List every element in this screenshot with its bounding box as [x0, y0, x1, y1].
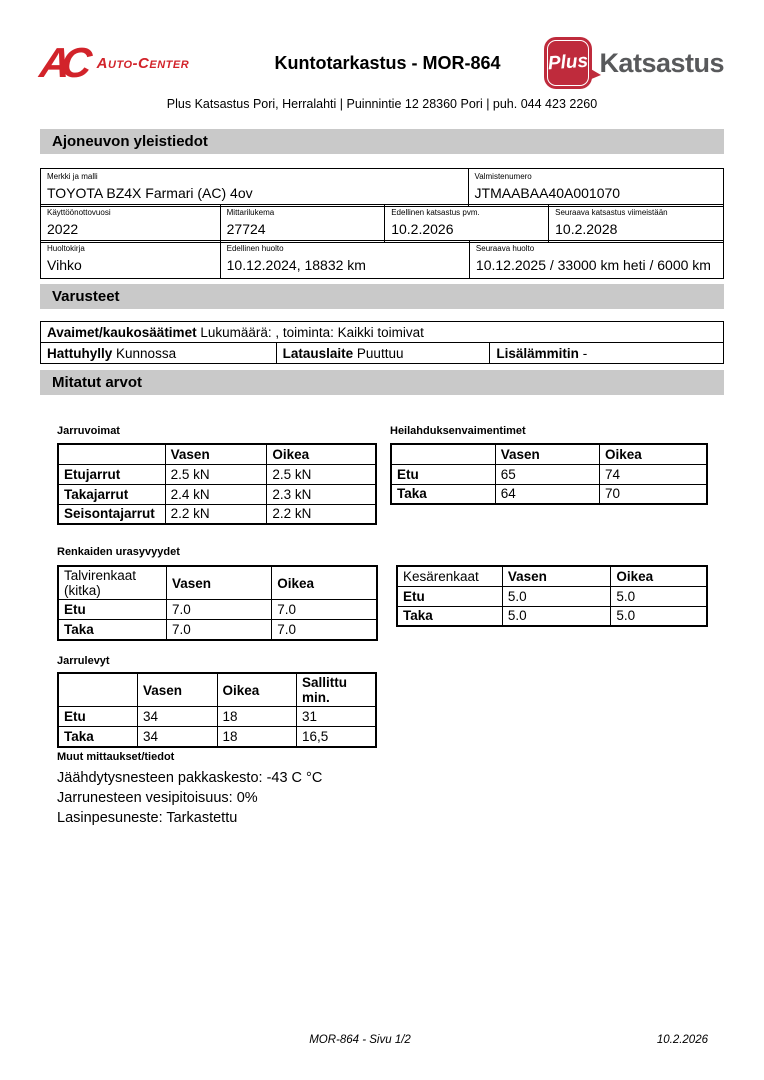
field-next-service: [469, 241, 723, 279]
equipment-label: Lisälämmitin: [496, 345, 579, 361]
summer-tires-table: [396, 565, 708, 627]
cell-value: 74: [600, 464, 707, 484]
row-label: Etu: [58, 707, 138, 727]
col-header: [58, 444, 165, 464]
cell-value: 18: [217, 727, 297, 747]
table-row: [58, 504, 376, 524]
cell-value: 5.0: [502, 606, 611, 626]
row-label: Taka: [58, 727, 138, 747]
field-label: Käyttöönottovuosi: [47, 208, 111, 217]
col-header-right: Oikea: [600, 444, 707, 464]
equipment-keys-remotes: [41, 322, 724, 343]
cell-value: 70: [600, 484, 707, 504]
col-header-winter-tires: Talvirenkaat (kitka): [58, 566, 166, 600]
equipment-table: [40, 321, 724, 364]
field-value: 10.2.2026: [391, 221, 454, 237]
vehicle-info-table-row1: [40, 168, 724, 207]
field-value: 2022: [47, 221, 79, 237]
washer-fluid-line: Lasinpesuneste: Tarkastettu: [57, 810, 238, 826]
row-label: Takajarrut: [58, 484, 165, 504]
field-label: Seuraava huolto: [475, 244, 535, 253]
equipment-parcel-shelf: [41, 343, 277, 364]
section-header-general: Ajoneuvon yleistiedot: [40, 129, 724, 154]
other-measurements-text: [57, 768, 322, 828]
cell-value: 5.0: [611, 586, 707, 606]
field-label: Edellinen katsastus pvm.: [391, 208, 480, 217]
plus-katsastus-logo: [540, 37, 724, 89]
equipment-auxiliary-heater: [490, 343, 724, 364]
table-row: [58, 727, 376, 747]
cell-value: 5.0: [611, 606, 707, 626]
plus-logo-word: Plus: [547, 50, 590, 75]
field-value: 10.12.2025 / 33000 km heti / 6000 km: [475, 257, 711, 273]
brake-forces-table: [57, 443, 377, 525]
equipment-value: -: [582, 345, 588, 361]
cell-value: 5.0: [502, 586, 611, 606]
equipment-label: Hattuhylly: [47, 345, 113, 361]
equipment-label: Latauslaite: [282, 345, 354, 361]
field-value: TOYOTA BZ4X Farmari (AC) 4ov: [47, 185, 253, 201]
field-make-model: [41, 169, 469, 207]
col-header-right: Oikea: [267, 444, 376, 464]
row-label: Taka: [397, 606, 502, 626]
auto-center-logo-text: Auto-Center: [96, 54, 190, 72]
brake-fluid-water-content-line: Jarrunesteen vesipitoisuus: 0%: [57, 790, 258, 806]
row-label: Etujarrut: [58, 464, 165, 484]
caption-brake-discs: Jarrulevyt: [57, 655, 110, 667]
table-row: [391, 464, 707, 484]
page-title: Kuntotarkastus - MOR-864: [274, 52, 501, 73]
cell-value: 2.4 kN: [165, 484, 267, 504]
cell-value: 7.0: [272, 600, 377, 620]
field-service-book: [41, 241, 221, 279]
equipment-value: Lukumäärä: , toiminta: Kaikki toimivat: [200, 324, 424, 340]
field-value: 10.2.2028: [555, 221, 618, 237]
field-vin: [468, 169, 723, 207]
vehicle-info-table-row3: [40, 240, 724, 279]
field-label: Seuraava katsastus viimeistään: [555, 208, 668, 217]
table-row: [397, 606, 707, 626]
field-next-inspection-deadline: [549, 205, 724, 243]
table-row: [58, 484, 376, 504]
caption-brake-forces: Jarruvoimat: [57, 425, 120, 437]
col-header-summer-tires: Kesärenkaat: [397, 566, 502, 586]
row-label: Etu: [397, 586, 502, 606]
col-header-right: Oikea: [217, 673, 297, 707]
report-header: [37, 34, 724, 92]
cell-value: 7.0: [272, 620, 377, 640]
col-header-left: Vasen: [165, 444, 267, 464]
row-label: Etu: [391, 464, 495, 484]
caption-other-measurements: Muut mittaukset/tiedot: [57, 751, 175, 763]
equipment-charger: [276, 343, 490, 364]
page-footer: [40, 1034, 724, 1046]
caption-tire-treads: Renkaiden urasyvyydet: [57, 546, 180, 558]
cell-value: 2.3 kN: [267, 484, 376, 504]
row-label: Seisontajarrut: [58, 504, 165, 524]
section-header-measurements: Mitatut arvot: [40, 370, 724, 395]
row-label: Taka: [391, 484, 495, 504]
table-row: [58, 707, 376, 727]
plus-logo-text: Katsastus: [599, 47, 724, 78]
field-label: Merkki ja malli: [47, 172, 98, 181]
cell-value: 34: [138, 707, 218, 727]
cell-value: 2.5 kN: [165, 464, 267, 484]
cell-value: 2.2 kN: [165, 504, 267, 524]
cell-value: 7.0: [166, 600, 271, 620]
winter-tires-table: [57, 565, 378, 641]
row-label: Etu: [58, 600, 166, 620]
caption-shock-absorbers: Heilahduksenvaimentimet: [390, 425, 526, 437]
table-row: [58, 620, 377, 640]
field-label: Edellinen huolto: [226, 244, 284, 253]
col-header-left: Vasen: [502, 566, 611, 586]
field-previous-inspection-date: [385, 205, 549, 243]
field-first-registration-year: [41, 205, 221, 243]
cell-value: 2.5 kN: [267, 464, 376, 484]
equipment-value: Puuttuu: [356, 345, 404, 361]
auto-center-logo-icon: AC: [37, 39, 86, 86]
brake-discs-table: [57, 672, 377, 748]
cell-value: 34: [138, 727, 218, 747]
field-previous-service: [220, 241, 469, 279]
field-value: JTMAABAA40A001070: [474, 185, 621, 201]
col-header-left: Vasen: [166, 566, 271, 600]
cell-value: 7.0: [166, 620, 271, 640]
col-header-left: Vasen: [138, 673, 218, 707]
station-contact-line: Plus Katsastus Pori, Herralahti | Puinnintie 12 28360 Pori | puh. 044 423 2260: [166, 97, 598, 111]
section-header-equipment: Varusteet: [40, 284, 724, 309]
equipment-label: Avaimet/kaukosäätimet: [47, 324, 197, 340]
shock-absorbers-table: [390, 443, 708, 505]
cell-value: 18: [217, 707, 297, 727]
cell-value: 31: [297, 707, 377, 727]
cell-value: 65: [495, 464, 599, 484]
field-label: Valmistenumero: [474, 172, 532, 181]
col-header: [391, 444, 495, 464]
auto-center-logo: [37, 39, 235, 86]
table-row: [397, 586, 707, 606]
col-header: [58, 673, 138, 707]
table-row: [58, 464, 376, 484]
footer-page-number: MOR-864 - Sivu 1/2: [309, 1034, 411, 1046]
plus-logo-tail-icon: [589, 68, 601, 80]
col-header-right: Oikea: [611, 566, 707, 586]
cell-value: 16,5: [297, 727, 377, 747]
field-odometer: [220, 205, 385, 243]
table-row: [58, 600, 377, 620]
field-label: Huoltokirja: [47, 244, 85, 253]
coolant-freeze-protection-line: Jäähdytysnesteen pakkaskesto: -43 C °C: [57, 770, 323, 786]
row-label: Taka: [58, 620, 166, 640]
table-row: [391, 484, 707, 504]
cell-value: 64: [495, 484, 599, 504]
plus-logo-icon: [544, 37, 592, 89]
equipment-value: Kunnossa: [116, 345, 177, 361]
field-value: 27724: [226, 221, 266, 237]
field-label: Mittarilukema: [226, 208, 275, 217]
cell-value: 2.2 kN: [267, 504, 376, 524]
field-value: Vihko: [47, 257, 82, 273]
field-value: 10.12.2024, 18832 km: [226, 257, 366, 273]
col-header-allowed-min: Sallittu min.: [297, 673, 377, 707]
col-header-left: Vasen: [495, 444, 599, 464]
footer-date: 10.2.2026: [656, 1034, 708, 1046]
col-header-right: Oikea: [272, 566, 377, 600]
vehicle-info-table-row2: [40, 204, 724, 243]
